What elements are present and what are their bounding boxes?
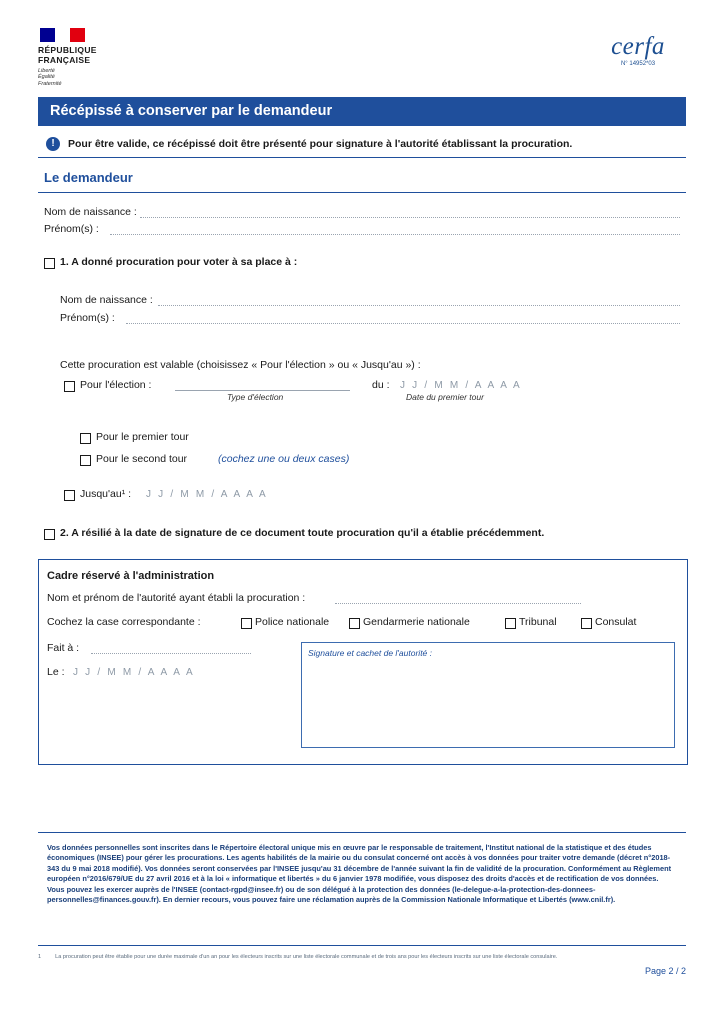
checkbox-item-2[interactable] [44,529,55,540]
field-type-election[interactable] [175,390,350,391]
label-gendarmerie-nationale: Gendarmerie nationale [363,616,470,628]
checkbox-second-tour[interactable] [80,455,91,466]
field-date-jusquau[interactable]: J J / M M / A A A A [146,489,268,500]
field-le-date[interactable]: J J / M M / A A A A [73,667,195,678]
cerfa-number: N° 14952*03 [620,61,656,67]
label-police-nationale: Police nationale [255,616,330,628]
admin-section-title: Cadre réservé à l'administration [47,570,215,582]
label-second-tour: Pour le second tour [96,453,188,465]
label-cochez-case: Cochez la case correspondante : [47,616,201,628]
devise-liberte: Liberté [38,68,55,74]
footnote-text: La procuration peut être établie pour une durée maximale d'un an pour les électeurs inscrits sur une liste électorale communale et de trois ans pour les électeurs inscrits sur une liste électorale consulaire. [55,954,558,960]
checkbox-jusquau[interactable] [64,490,75,501]
field-nom-naissance-mandataire[interactable] [158,305,680,306]
devise-egalite: Égalité [38,74,55,81]
label-tribunal: Tribunal [519,616,557,628]
section-title-demandeur: Le demandeur [44,170,133,185]
label-prenoms-mandataire: Prénom(s) : [60,312,115,324]
cerfa-logo [588,34,688,67]
footnote-mark: 1 [38,954,42,960]
signature-box[interactable] [301,642,675,748]
label-item-2: 2. A résilié à la date de signature de ce document toute procuration qu'il a établie précédemment. [60,527,545,539]
field-fait-a[interactable] [91,653,251,654]
republic-line-2: FRANÇAISE [38,54,91,65]
checkbox-gendarmerie-nationale[interactable] [349,618,360,629]
checkbox-consulat[interactable] [581,618,592,629]
republique-francaise-logo [38,28,114,87]
label-le: Le : [47,666,65,678]
rgpd-text: Vos données personnelles sont inscrites dans le Répertoire électoral unique mis en œuvre par le responsable de traitement, l'Institut national de la statistique et des études économiques (INSEE) pour gérer les procurations. Les agents habilités de la mairie ou du consulat concerné ont accès à vos données pour traiter votre demande (décret n°2018-343 du 9 mai 2018 modifié). Vos données seront conservées par l'INSEE jusqu'au 31 décembre de l'année suivant la fin de validité de la procuration. Conformément au Règlement européen n°2016/679/UE du 27 avril 2016 et à la loi « informatique et libertés » du 6 janvier 1978 modifiée, vous disposez des droits d'accès et de rectification de vos données. Vous pouvez les exercer auprès de l'INSEE (contact-rgpd@insee.fr) ou de son délégué à la protection des données (le-delegue-a-la-protection-des-donnees-personnelles@finances.gouv.fr). En dernier recours, vous pouvez faire une réclamation auprès de la Commission Nationale Informatique et Libertés (www.cnil.fr). [47,843,672,905]
divider-under-notice [38,157,686,158]
label-nom-naissance-demandeur: Nom de naissance : [44,206,137,218]
field-prenoms-demandeur[interactable] [110,234,680,235]
label-consulat: Consulat [595,616,637,628]
label-fait-a: Fait à : [47,642,80,654]
checkbox-premier-tour[interactable] [80,433,91,444]
field-prenoms-mandataire[interactable] [126,323,680,324]
divider-under-demandeur [38,192,686,193]
checkbox-item-1[interactable] [44,258,55,269]
republic-line-1: RÉPUBLIQUE [38,45,97,55]
divider-above-footnote [38,945,686,946]
admin-section [38,559,688,765]
note-cochez-cases: (cochez une ou deux cases) [218,453,350,465]
page-title: Récépissé à conserver par le demandeur [50,103,333,119]
label-nom-naissance-mandataire: Nom de naissance : [60,294,153,306]
checkbox-tribunal[interactable] [505,618,516,629]
validity-notice [38,132,686,156]
label-du: du : [372,379,390,391]
label-jusquau: Jusqu'au¹ : [80,488,132,500]
checkbox-police-nationale[interactable] [241,618,252,629]
label-validite-procuration: Cette procuration est valable (choisissez « Pour l'élection » ou « Jusqu'au ») : [60,359,421,371]
label-prenoms-demandeur: Prénom(s) : [44,223,99,235]
signature-caption: Signature et cachet de l'autorité : [308,648,433,658]
checkbox-pour-election[interactable] [64,381,75,392]
validity-notice-text: Pour être valide, ce récépissé doit être présenté pour signature à l'autorité établissant la procuration. [68,138,573,150]
cerfa-wordmark: cerfa [611,33,665,60]
page-number: Page 2 / 2 [644,966,686,976]
title-band [38,97,686,126]
footnote [38,953,678,961]
field-date-premier-tour[interactable]: J J / M M / A A A A [400,380,522,391]
label-premier-tour: Pour le premier tour [96,431,189,443]
field-nom-naissance-demandeur[interactable] [140,217,680,218]
document-header [38,28,688,86]
field-autorite[interactable] [335,603,581,604]
label-item-1: 1. A donné procuration pour voter à sa place à : [60,256,298,268]
exclamation-icon: ! [46,137,60,151]
label-pour-election: Pour l'élection : [80,379,152,391]
divider-above-rgpd [38,832,686,833]
french-flag-icon [40,28,86,42]
caption-type-election: Type d'élection [227,392,284,402]
caption-date-premier-tour: Date du premier tour [406,392,484,402]
devise-fraternite: Fraternité [38,80,62,87]
label-autorite: Nom et prénom de l'autorité ayant établi la procuration : [47,592,306,604]
